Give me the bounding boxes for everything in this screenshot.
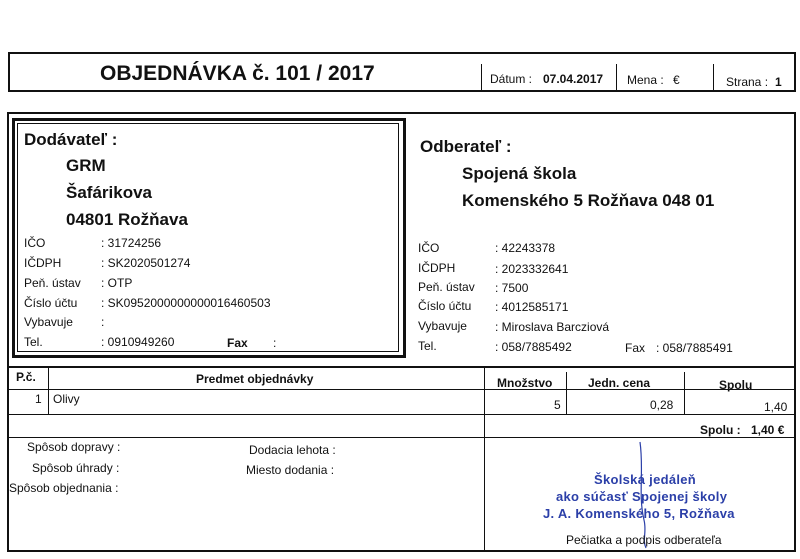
table-col-divider <box>684 372 685 414</box>
col-header-qty: Množstvo <box>497 376 553 390</box>
customer-name: Spojená škola <box>462 164 577 183</box>
supplier-contact-value: : <box>101 315 105 329</box>
stamp-line-3: J. A. Komenského 5, Rožňava <box>543 506 735 521</box>
supplier-phone-label: Tel. <box>24 335 43 349</box>
header-divider <box>616 64 617 92</box>
table-col-divider <box>484 367 485 437</box>
customer-ico-value: : 42243378 <box>495 241 556 255</box>
supplier-contact-label: Vybavuje <box>24 315 73 329</box>
col-header-no: P.č. <box>16 370 36 384</box>
header-divider <box>481 64 482 92</box>
col-header-subject: Predmet objednávky <box>196 372 314 386</box>
delivery-term-label: Dodacia lehota : <box>249 443 336 457</box>
supplier-bank-label: Peň. ústav <box>24 276 81 290</box>
row-subject: Olivy <box>53 392 80 406</box>
table-header-line <box>7 389 796 390</box>
currency-value: € <box>673 73 680 87</box>
supplier-fax-label: Fax <box>227 336 248 350</box>
supplier-name: GRM <box>66 156 106 175</box>
payment-label: Spôsob úhrady : <box>32 461 120 475</box>
table-top-line <box>7 366 796 368</box>
customer-bank-value: : 7500 <box>495 281 529 295</box>
customer-account-value: : 4012585171 <box>495 300 569 314</box>
supplier-bank-value: : OTP <box>101 276 133 290</box>
footer-divider <box>484 437 485 552</box>
customer-fax-value: : 058/7885491 <box>656 341 733 355</box>
supplier-street: Šafárikova <box>66 183 152 202</box>
date-label: Dátum : <box>490 72 533 86</box>
customer-bank-label: Peň. ústav <box>418 280 475 294</box>
page-label: Strana : <box>726 75 769 89</box>
customer-icdph-value: : 2023332641 <box>495 262 569 276</box>
customer-ico-label: IČO <box>418 241 440 255</box>
supplier-city: 04801 Rožňava <box>66 210 188 229</box>
supplier-ico-value: : 31724256 <box>101 236 162 250</box>
header-divider <box>713 64 714 92</box>
supplier-phone-value: : 0910949260 <box>101 335 175 349</box>
customer-account-label: Číslo účtu <box>418 299 472 313</box>
customer-heading: Odberateľ : <box>420 137 512 156</box>
customer-contact-label: Vybavuje <box>418 319 467 333</box>
supplier-icdph-value: : SK2020501274 <box>101 256 191 270</box>
document-title: OBJEDNÁVKA č. 101 / 2017 <box>100 62 375 85</box>
supplier-ico-label: IČO <box>24 236 46 250</box>
stamp-line-2: ako súčasť Spojenej školy <box>556 489 728 504</box>
order-method-label: Spôsob objednania : <box>9 481 119 495</box>
col-header-total: Spolu <box>719 378 753 392</box>
stamp-line-1: Školská jedáleň <box>594 472 697 487</box>
table-sum-line <box>7 437 796 438</box>
customer-icdph-label: IČDPH <box>418 261 456 275</box>
supplier-account-value: : SK0952000000000016460503 <box>101 296 271 310</box>
delivery-place-label: Miesto dodania : <box>246 463 335 477</box>
row-qty: 5 <box>554 398 561 412</box>
customer-phone-value: : 058/7885492 <box>495 340 572 354</box>
currency-label: Mena : <box>627 73 664 87</box>
supplier-icdph-label: IČDPH <box>24 256 62 270</box>
col-header-price: Jedn. cena <box>588 376 651 390</box>
table-row-line <box>7 414 796 415</box>
supplier-fax-value: : <box>273 336 277 350</box>
customer-fax-label: Fax <box>625 341 646 355</box>
customer-phone-label: Tel. <box>418 339 437 353</box>
sum-label: Spolu : <box>700 423 741 437</box>
customer-contact-value: : Miroslava Barcziová <box>495 320 610 334</box>
table-col-divider <box>566 372 567 414</box>
sum-value: 1,40 € <box>751 423 785 437</box>
page-value: 1 <box>775 75 782 89</box>
signature-label: Pečiatka a podpis odberateľa <box>566 533 722 547</box>
transport-label: Spôsob dopravy : <box>27 440 121 454</box>
supplier-account-label: Číslo účtu <box>24 296 78 310</box>
row-no: 1 <box>35 392 42 406</box>
customer-address: Komenského 5 Rožňava 048 01 <box>462 191 715 210</box>
row-price: 0,28 <box>650 398 674 412</box>
row-total: 1,40 <box>764 400 788 414</box>
date-value: 07.04.2017 <box>543 72 604 86</box>
table-col-divider <box>48 367 49 414</box>
supplier-heading: Dodávateľ : <box>24 130 118 149</box>
